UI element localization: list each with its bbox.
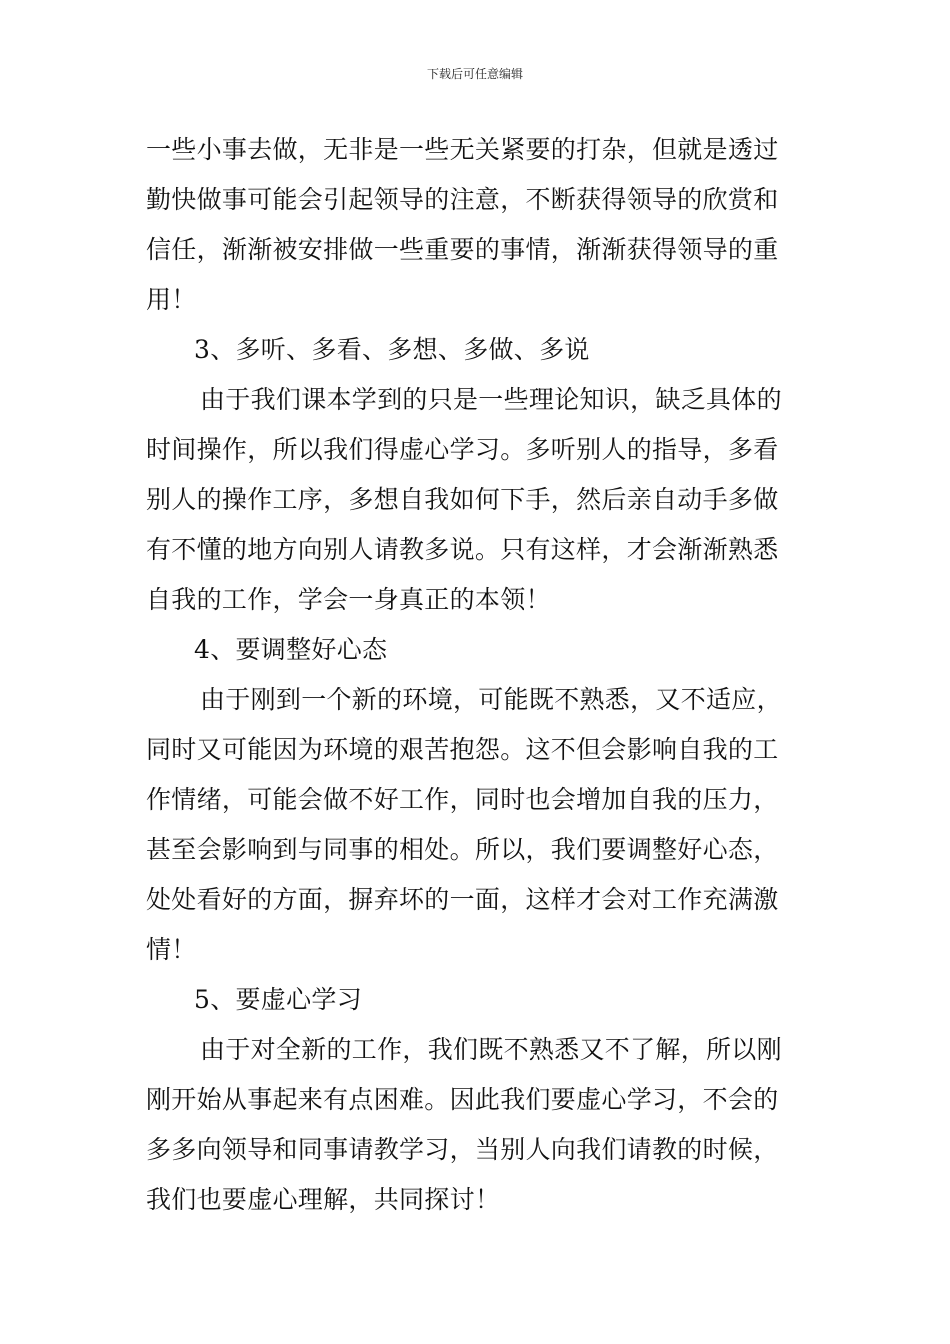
body-text-line: 时间操作，所以我们得虚心学习。多听别人的指导，多看 xyxy=(146,435,779,464)
body-text-line: 甚至会影响到与同事的相处。所以，我们要调整好心态， xyxy=(146,835,779,864)
body-text-line: 刚开始从事起来有点困难。因此我们要虚心学习，不会的 xyxy=(146,1085,779,1114)
body-text-line: 别人的操作工序，多想自我如何下手，然后亲自动手多做 xyxy=(146,485,779,514)
section-heading-4: 4、要调整好心态 xyxy=(194,635,388,664)
section-heading-5: 5、要虚心学习 xyxy=(194,985,363,1014)
body-text-line: 信任，渐渐被安排做一些重要的事情，渐渐获得领导的重 xyxy=(146,235,779,264)
body-text-line: 自我的工作，学会一身真正的本领！ xyxy=(146,585,551,614)
paragraph-first-line: 由于我们课本学到的只是一些理论知识，缺乏具体的 xyxy=(200,385,782,414)
body-text-line: 同时又可能因为环境的艰苦抱怨。这不但会影响自我的工 xyxy=(146,735,779,764)
body-text-line: 处处看好的方面，摒弃坏的一面，这样才会对工作充满激 xyxy=(146,885,779,914)
section-heading-3: 3、多听、多看、多想、多做、多说 xyxy=(194,335,590,364)
body-text-line: 情！ xyxy=(146,935,197,964)
body-text-line: 多多向领导和同事请教学习，当别人向我们请教的时候， xyxy=(146,1135,779,1164)
body-text-line: 作情绪，可能会做不好工作，同时也会增加自我的压力， xyxy=(146,785,779,814)
body-text-line: 有不懂的地方向别人请教多说。只有这样，才会渐渐熟悉 xyxy=(146,535,779,564)
page-header: 下载后可任意编辑 xyxy=(426,67,523,81)
paragraph-first-line: 由于对全新的工作，我们既不熟悉又不了解，所以刚 xyxy=(200,1035,782,1064)
paragraph-first-line: 由于刚到一个新的环境，可能既不熟悉，又不适应， xyxy=(200,685,782,714)
body-text-line: 我们也要虚心理解，共同探讨！ xyxy=(146,1185,501,1214)
body-text-line: 一些小事去做，无非是一些无关紧要的打杂，但就是透过 xyxy=(146,135,779,164)
body-text-line: 用！ xyxy=(146,285,197,314)
body-text-line: 勤快做事可能会引起领导的注意，不断获得领导的欣赏和 xyxy=(146,185,779,214)
